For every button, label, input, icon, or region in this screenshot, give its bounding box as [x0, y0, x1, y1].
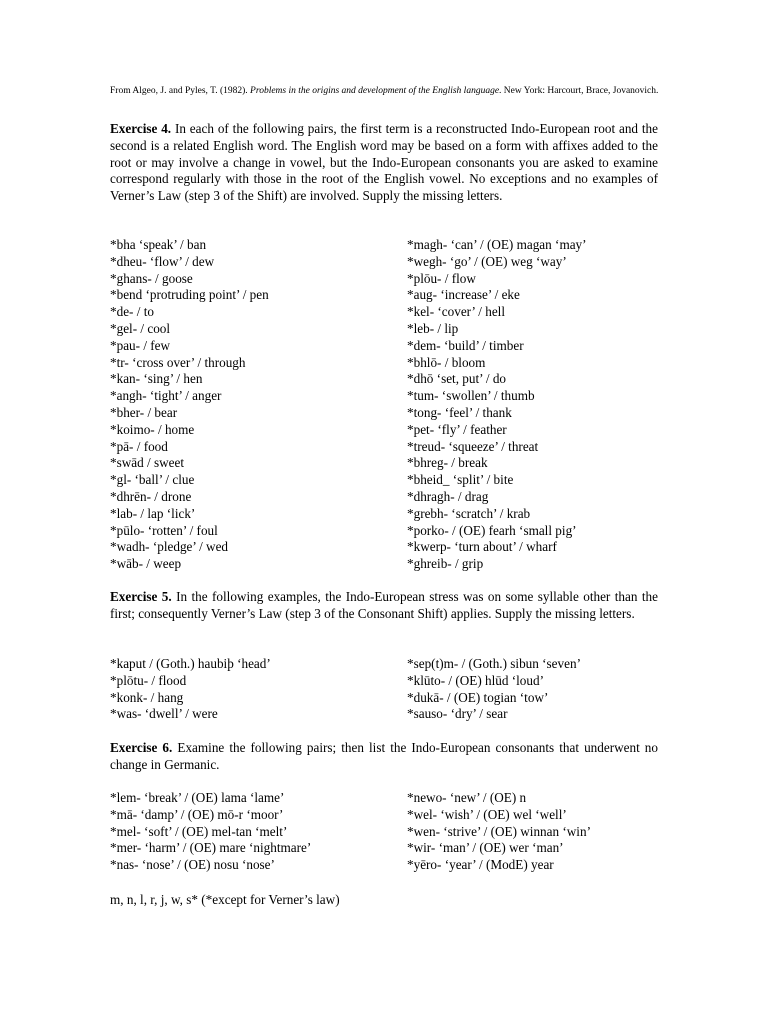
pair-item: *sep(t)m- / (Goth.) sibun ‘seven’ — [407, 656, 581, 671]
pair-item: *klūto- / (OE) hlūd ‘loud’ — [407, 672, 544, 688]
pair-item: *dhrēn- / drone — [110, 488, 192, 504]
exercise-5-instructions — [110, 589, 658, 623]
pair-item: *plōu- / flow — [407, 270, 476, 286]
pair-item: *mā- ‘damp’ / (OE) mō-r ‘moor’ — [110, 806, 284, 822]
exercise-4-text: In each of the following pairs, the first term is a reconstructed Indo-European root and the second is a related English word. The English word may be based on a form with affixes added to the root or may involve a change in vowel, but the Indo-European consonants you are asked to examine correspond regularly with those in the root of the English vowel. No exceptions and no examples of Verner’s Law (step 3 of the Shift) are involved. Supply the missing letters. — [110, 121, 658, 204]
pair-item: *ghreib- / grip — [407, 556, 484, 572]
pair-item: *magh- ‘can’ / (OE) magan ‘may’ — [407, 237, 587, 252]
pair-item: *bend ‘protruding point’ / pen — [110, 287, 269, 303]
source-citation — [110, 86, 660, 97]
exercise-4-pairs — [110, 237, 670, 573]
exercise-6-answer: m, n, l, r, j, w, s* (*except for Verner’s law) — [110, 892, 340, 907]
pair-item: *newo- ‘new’ / (OE) n — [407, 790, 527, 805]
pair-item: *dhō ‘set, put’ / do — [407, 371, 507, 387]
pair-item: *wir- ‘man’ / (OE) wer ‘man’ — [407, 840, 564, 856]
exercise-6-text: Examine the following pairs; then list the Indo-European consonants that underwent no change in Germanic. — [110, 740, 658, 772]
exercise-5-label: Exercise 5. — [110, 589, 172, 604]
pair-item: *wadh- ‘pledge’ / wed — [110, 539, 229, 555]
pair-item: *dukā- / (OE) togian ‘tow’ — [407, 689, 549, 705]
pair-item: *lem- ‘break’ / (OE) lama ‘lame’ — [110, 790, 285, 805]
pair-item: *pā- / food — [110, 438, 168, 454]
pair-item: *dem- ‘build’ / timber — [407, 337, 524, 353]
pair-item: *de- / to — [110, 304, 154, 320]
pair-item: *leb- / lip — [407, 320, 459, 336]
pair-item: *wen- ‘strive’ / (OE) winnan ‘win’ — [407, 823, 591, 839]
pair-item: *mer- ‘harm’ / (OE) mare ‘nightmare’ — [110, 840, 312, 856]
pair-item: *tong- ‘feel’ / thank — [407, 404, 512, 420]
pair-item: *wel- ‘wish’ / (OE) wel ‘well’ — [407, 806, 567, 822]
pair-item: *ghans- / goose — [110, 270, 193, 286]
pair-item: *pet- ‘fly’ / feather — [407, 421, 507, 437]
exercise-4-instructions — [110, 121, 658, 205]
pair-item: *kan- ‘sing’ / hen — [110, 371, 203, 387]
pair-item: *was- ‘dwell’ / were — [110, 706, 218, 722]
pair-item: *gl- ‘ball’ / clue — [110, 472, 195, 488]
pair-item: *grebh- ‘scratch’ / krab — [407, 505, 531, 521]
pair-item: *koimo- / home — [110, 421, 195, 437]
pair-item: *nas- ‘nose’ / (OE) nosu ‘nose’ — [110, 857, 275, 873]
pair-item: *aug- ‘increase’ / eke — [407, 287, 520, 303]
pair-item: *kaput / (Goth.) haubiþ ‘head’ — [110, 656, 271, 671]
pair-item: *tr- ‘cross over’ / through — [110, 354, 246, 370]
exercise-6-label: Exercise 6. — [110, 740, 173, 755]
citation-publisher: . New York: Harcourt, Brace, Jovanovich. — [499, 86, 659, 96]
pair-item: *tum- ‘swollen’ / thumb — [407, 388, 535, 404]
pair-item: *swād / sweet — [110, 455, 184, 471]
pair-item: *lab- / lap ‘lick’ — [110, 505, 196, 521]
pair-item: *sauso- ‘dry’ / sear — [407, 706, 508, 722]
pair-item: *dhragh- / drag — [407, 488, 489, 504]
pair-item: *bhreg- / break — [407, 455, 488, 471]
citation-authors: From Algeo, J. and Pyles, T. (1982). — [110, 86, 251, 96]
pair-item: *bheid_ ‘split’ / bite — [407, 472, 514, 488]
exercise-6-pairs — [110, 790, 670, 874]
pair-item: *yēro- ‘year’ / (ModE) year — [407, 857, 554, 873]
exercise-6-instructions — [110, 740, 658, 774]
pair-item: *kel- ‘cover’ / hell — [407, 304, 506, 320]
pair-item: *wegh- ‘go’ / (OE) weg ‘way’ — [407, 253, 567, 269]
pair-item: *treud- ‘squeeze’ / threat — [407, 438, 539, 454]
pair-item: *bhlō- / bloom — [407, 354, 486, 370]
citation-title: Problems in the origins and development of the English language — [250, 86, 500, 96]
pair-item: *pūlo- ‘rotten’ / foul — [110, 522, 218, 538]
pair-item: *kwerp- ‘turn about’ / wharf — [407, 539, 557, 555]
exercise-5-pairs — [110, 656, 670, 723]
pair-item: *bher- / bear — [110, 404, 178, 420]
pair-item: *dheu- ‘flow’ / dew — [110, 253, 215, 269]
exercise-5-text: In the following examples, the Indo-European stress was on some syllable other than the first; consequently Verner’s Law (step 3 of the Consonant Shift) applies. Supply the missing letters. — [110, 589, 658, 621]
pair-item: *wāb- / weep — [110, 556, 182, 572]
exercise-4-label: Exercise 4. — [110, 121, 172, 136]
pair-item: *pau- / few — [110, 337, 171, 353]
pair-item: *bha ‘speak’ / ban — [110, 237, 207, 252]
pair-item: *angh- ‘tight’ / anger — [110, 388, 222, 404]
pair-item: *konk- / hang — [110, 689, 184, 705]
pair-item: *plōtu- / flood — [110, 672, 187, 688]
pair-item: *porko- / (OE) fearh ‘small pig’ — [407, 522, 577, 538]
pair-item: *mel- ‘soft’ / (OE) mel-tan ‘melt’ — [110, 823, 288, 839]
pair-item: *gel- / cool — [110, 320, 171, 336]
